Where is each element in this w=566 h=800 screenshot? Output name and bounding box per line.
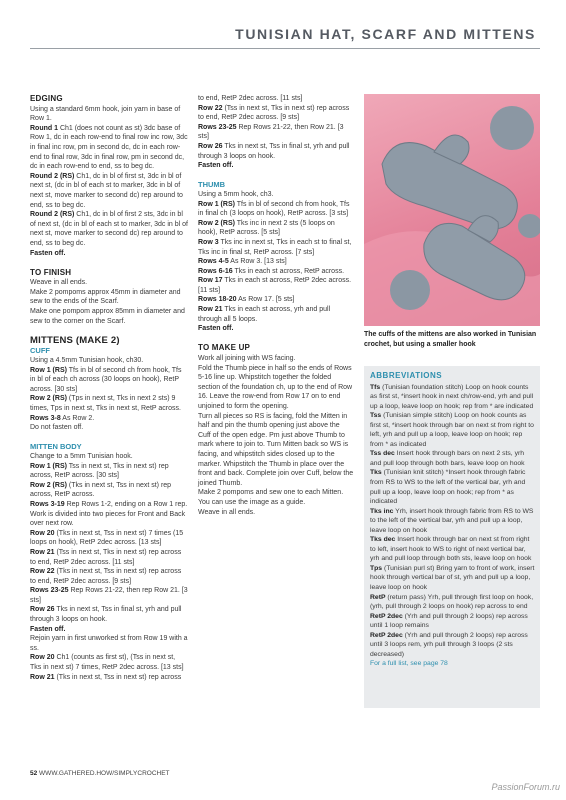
instruction-line [30, 414, 188, 424]
instruction-line [30, 510, 188, 529]
text-run: (Tks in next st, Tss in next st) rep across [54, 673, 182, 681]
term-label: RetP 2dec [370, 631, 403, 639]
instruction-line [198, 364, 354, 412]
text-run: Using a 4.5mm Tunisian hook, ch30. [30, 357, 144, 365]
instruction-line [198, 104, 354, 123]
text-run: Ch1 (does not count as st) 3dc base of Row 1, dc in each row-end to final row inc row, 3dc in final inc row, pm in second dc, dc in each row-end to final row, 3dc in final row, pm in second dc, dc in each row-end to end, ss to beg dc. [30, 124, 188, 171]
instruction-line [198, 190, 354, 200]
page-footer [30, 770, 170, 777]
text-run: Make one pompom approx 85mm in diameter and sew to the corner on the Scarf. [30, 308, 185, 325]
pattern-section [30, 268, 188, 327]
text-run: (Tunisian foundation stitch) Loop on hook counts as first st, *insert hook in next ch/row-end, yrh and pull up a loop, leave loop on hook; rep from * are indicated [370, 383, 534, 410]
page-number: 52 [30, 770, 38, 777]
term-label: Tks dec [370, 536, 396, 544]
section-heading: TO FINISH [30, 267, 72, 277]
term-label: Round 2 (RS) [30, 172, 75, 180]
text-run: (Tunisian purl st) Bring yarn to front of work, insert hook through vertical bar of st, yrh and pull up a loop, leave loop on hook [370, 564, 535, 592]
instruction-line [198, 412, 354, 489]
text-run: Do not fasten off. [30, 424, 84, 432]
abbreviation-item [370, 631, 536, 660]
text-run: Rep Rows 1-2, ending on a Row 1 rep. [64, 500, 188, 508]
column-middle [198, 94, 354, 517]
text-run: Tks inc in next 2 sts (5 loops on hook), RetP across. [5 sts] [198, 219, 335, 237]
text-run: Tks in each st across, yrh and pull through all 5 loops. [198, 306, 331, 323]
term-label: Row 1 (RS) [30, 366, 67, 374]
term-label: Fasten off. [30, 625, 66, 633]
section-heading: EDGING [30, 94, 63, 103]
term-label: Row 26 [30, 606, 55, 614]
text-run: Change to a 5mm Tunisian hook. [30, 452, 133, 460]
term-label: RetP [370, 593, 386, 601]
term-label: RetP 2dec [370, 612, 403, 620]
text-run: (Tks in next st, Tss in next st) 7 times (15 loops on hook), RetP 2dec across. [13 sts] [30, 529, 184, 547]
text-run: Rep Rows 21-22, then rep Row 21. [3 sts] [30, 587, 188, 604]
instruction-line [30, 567, 188, 586]
subsection-heading: THUMB [198, 180, 226, 190]
term-label: Row 2 (RS) [30, 481, 67, 489]
pattern-section [198, 343, 354, 517]
term-label: Row 26 [198, 142, 223, 150]
instruction-line [30, 356, 188, 366]
instruction-line [198, 354, 354, 364]
pattern-section [30, 94, 188, 258]
text-run: (Yrh and pull through 2 loops) rep across until 3 loops rem, yrh pull through 3 loops (2 sts decreased) [370, 631, 528, 658]
header-rule [30, 48, 540, 49]
text-run: (Tss in next st, Tks in next st) rep across to end, RetP 2dec across. [11 sts] [30, 548, 182, 566]
text-run: (Yrh and pull through 2 loops) rep across until 1 loop remains [370, 612, 528, 630]
instruction-line [30, 653, 188, 672]
footer-url[interactable]: WWW.GATHERED.HOW/SIMPLYCROCHET [39, 770, 170, 777]
subsection-heading: MITTEN BODY [30, 442, 82, 452]
instruction-line [30, 307, 188, 326]
text-run: to end, RetP 2dec across. [11 sts] [198, 95, 303, 102]
instruction-line [30, 423, 188, 433]
pattern-section [198, 180, 354, 334]
section-heading: TO MAKE UP [198, 343, 251, 353]
term-label: Rows 23-25 [30, 587, 69, 595]
instruction-line [30, 210, 188, 248]
term-label: Row 1 (RS) [198, 200, 235, 208]
instruction-line [198, 324, 354, 334]
term-label: Row 22 [198, 104, 223, 112]
text-run: (Tunisian knit stitch) *Insert hook through fabric from RS to WS to the left of the vertical bar, yrh and pull up a loop, leave loop on hook; rep from * as indicated [370, 469, 526, 506]
abbreviation-item [370, 593, 536, 612]
term-label: Row 20 [30, 654, 55, 662]
instruction-line [198, 123, 354, 142]
text-run: (Tks in next st, Tss in next st) rep across to end, RetP 2dec across. [9 sts] [30, 568, 182, 585]
text-run: (Tps in next st, Tks in next 2 sts) 9 times, Tps in next st, Tks in next st, RetP across. [30, 395, 181, 412]
instruction-line [198, 267, 354, 277]
term-label: Row 1 (RS) [30, 462, 67, 470]
term-label: Round 1 [30, 124, 58, 132]
text-run: Ch1 (counts as first st), (Tss in next st, Tks in next st) 7 times, RetP 2dec across. [13 sts] [30, 654, 184, 672]
instruction-line [30, 105, 188, 124]
term-label: Row 17 [198, 277, 223, 285]
term-label: Fasten off. [30, 249, 66, 257]
instruction-line [30, 249, 188, 259]
subsection-heading: CUFF [30, 346, 50, 356]
instruction-line [198, 94, 354, 104]
abbreviation-item [370, 535, 536, 564]
instruction-line [30, 462, 188, 481]
instruction-line [30, 172, 188, 210]
pattern-section [30, 442, 188, 682]
text-run: Using a standard 6mm hook, join yarn in base of Row 1. [30, 105, 181, 123]
text-run: As Row 17. [5 sts] [236, 296, 295, 304]
instruction-line [198, 257, 354, 267]
term-label: Fasten off. [198, 325, 234, 333]
text-run: Tks in each st across, RetP across. [232, 267, 345, 275]
abbreviations-title: ABBREVIATIONS [370, 371, 443, 380]
instruction-line [198, 276, 354, 295]
abbreviation-item [370, 507, 536, 536]
instruction-line [30, 586, 188, 605]
term-label: Tks [370, 469, 382, 477]
instruction-line [30, 500, 188, 510]
instruction-line [30, 366, 188, 395]
instruction-line [30, 634, 188, 653]
text-run: Rep Rows 21-22, then Row 21. [3 sts] [198, 123, 344, 141]
term-label: Tfs [370, 383, 381, 391]
abbreviations-panel [370, 371, 536, 669]
term-label: Fasten off. [198, 162, 234, 170]
term-label: Row 2 (RS) [198, 219, 235, 227]
text-run: (Tunisian simple stitch) Loop on hook counts as first st, *insert hook through bar on next st from right to left, yrh and pull up a loop, leave loop on hook; rep from * as indicated [370, 412, 534, 448]
instruction-line [30, 278, 188, 288]
term-label: Row 2 (RS) [30, 395, 67, 403]
see-also-link[interactable]: For a full list, see page 78 [370, 660, 448, 668]
text-run: Tfs in bl of second ch from hook, Tfs in final ch (3 loops on hook), RetP across. [3 sts] [198, 200, 350, 218]
text-run: Weave in all ends. [198, 508, 256, 516]
instruction-line [198, 295, 354, 305]
instruction-line [30, 394, 188, 413]
abbreviation-item [370, 468, 536, 506]
term-label: Row 21 [30, 548, 55, 556]
text-run: Turn all pieces so RS is facing, fold the Mitten in half and pin the thumb opening just above the Cuff of the open edge. Pm just above Thumb to mark where to join to. Turn Mitten back so WS is facing, and whipstitch sides closed up to the marker. Whipstitch the Thumb in place over the front and back. Complete join over Cuff, below the joined Thumb. [198, 412, 354, 487]
abbreviation-item [370, 449, 536, 468]
pattern-section [30, 336, 188, 433]
mittens-illustration [364, 94, 540, 326]
abbreviation-item [370, 612, 536, 631]
text-run: (return pass) Yrh, pull through first loop on hook, (yrh, pull through 2 loops on hook) rep across to end [370, 593, 534, 611]
instruction-line [30, 124, 188, 172]
instruction-line [30, 288, 188, 307]
text-run: Yrh, insert hook through fabric from RS to WS to the left of the vertical bar, yrh and pull up a loop, leave loop on hook [370, 507, 534, 534]
watermark: PassionForum.ru [491, 782, 560, 792]
abbreviation-item [370, 564, 536, 593]
text-run: Rejoin yarn in first unworked st from Row 19 with a ss. [30, 635, 188, 652]
photo-caption: The cuffs of the mittens are also worked in Tunisian crochet, but using a smaller hook [364, 331, 537, 348]
instruction-line [30, 548, 188, 567]
instruction-line [198, 508, 354, 518]
term-label: Rows 3-19 [30, 500, 65, 508]
text-run: Using a 5mm hook, ch3. [198, 190, 274, 198]
term-label: Rows 4-5 [198, 258, 229, 266]
instruction-line [30, 529, 188, 548]
mittens-photo [364, 94, 540, 326]
instruction-line [30, 605, 188, 624]
text-run: Fold the Thumb piece in half so the ends of Rows 5-16 line up. Whipstitch together the folded section of the foundation ch, up to the end of Row 16. Leave the row-end from Row 17 on to end unjoined to form the opening. [198, 364, 353, 410]
text-run: (Tks in next st, Tss in next st) rep across, RetP across. [30, 481, 172, 499]
instruction-line [198, 161, 354, 171]
text-run: (Tss in next st, Tks in next st) rep across to end, RetP 2dec across. [9 sts] [198, 104, 350, 122]
page-title: TUNISIAN HAT, SCARF AND MITTENS [235, 26, 536, 42]
term-label: Tss [370, 412, 382, 420]
text-run: Tks in next st, Tss in final st, yrh and pull through 3 loops on hook. [30, 606, 182, 624]
term-label: Row 21 [30, 673, 55, 681]
text-run: Tks inc in next st, Tks in each st to final st, Tks inc in final st, RetP across. [7 sts] [198, 238, 352, 256]
text-run: Tks in next st, Tss in final st, yrh and pull through 3 loops on hook. [198, 142, 350, 160]
text-run: Work is divided into two pieces for Front and Back over next row. [30, 510, 186, 528]
instruction-line [30, 673, 188, 683]
text-run: Tfs in bl of second ch from hook, Tfs in bl of each ch across (30 loops on hook), RetP across. [30 sts] [30, 366, 182, 393]
instruction-line [30, 452, 188, 462]
instruction-line [198, 488, 354, 507]
abbreviation-item [370, 411, 536, 449]
instruction-line [198, 200, 354, 219]
term-label: Rows 6-16 [198, 267, 233, 275]
section-heading: MITTENS (MAKE 2) [30, 334, 120, 346]
term-label: Tks inc [370, 507, 394, 515]
text-run: Work all joining with WS facing. [198, 355, 296, 363]
text-run: As Row 2. [60, 414, 95, 422]
term-label: Row 21 [198, 306, 223, 314]
text-run: Tks in each st across, RetP 2dec across. [11 sts] [198, 277, 352, 294]
abbreviation-item [370, 383, 536, 412]
text-run: Ch1, dc in bl of first 2 sts, 3dc in bl of next st, (dc in bl of each st to marker, 3dc in bl of next st, move marker to second dc) rep around to end, ss to beg dc. [30, 211, 188, 247]
term-label: Rows 3-8 [30, 414, 61, 422]
pattern-section [198, 94, 354, 171]
term-label: Round 2 (RS) [30, 211, 75, 219]
term-label: Tss dec [370, 450, 395, 458]
instruction-line [30, 481, 188, 500]
term-label: Row 3 [198, 238, 219, 246]
term-label: Row 22 [30, 568, 55, 576]
text-run: Weave in all ends. [30, 279, 88, 287]
text-run: Insert hook through bars on next 2 sts, yrh and pull loop through both bars, leave loop on hook [370, 450, 525, 467]
instruction-line [198, 142, 354, 161]
instruction-line [30, 625, 188, 635]
text-run: Tss in next st, Tks in next st) rep across, RetP across. [30 sts] [30, 462, 169, 480]
text-run: Ch1, dc in bl of first st, 3dc in bl of next st, (dc in bl of each st to marker, 3dc in bl of next st, move marker to second dc) rep around to end, ss to beg dc. [30, 172, 183, 209]
instruction-line [198, 305, 354, 324]
text-run: As Row 3. [13 sts] [228, 258, 287, 266]
column-left [30, 94, 188, 682]
instruction-line [198, 238, 354, 257]
term-label: Rows 18-20 [198, 296, 237, 304]
term-label: Rows 23-25 [198, 123, 237, 131]
text-run: Make 2 pompoms and sew one to each Mitten. You can use the image as a guide. [198, 489, 344, 506]
text-run: Make 2 pompoms approx 45mm in diameter and sew to the ends of the Scarf. [30, 288, 181, 306]
text-run: Insert hook through bar on next st from right to left, insert hook to WS to right of next vertical bar, yrh and pull loop through both sts, leave loop on hook [370, 536, 532, 563]
term-label: Tps [370, 564, 383, 572]
term-label: Row 20 [30, 529, 55, 537]
instruction-line [198, 219, 354, 238]
